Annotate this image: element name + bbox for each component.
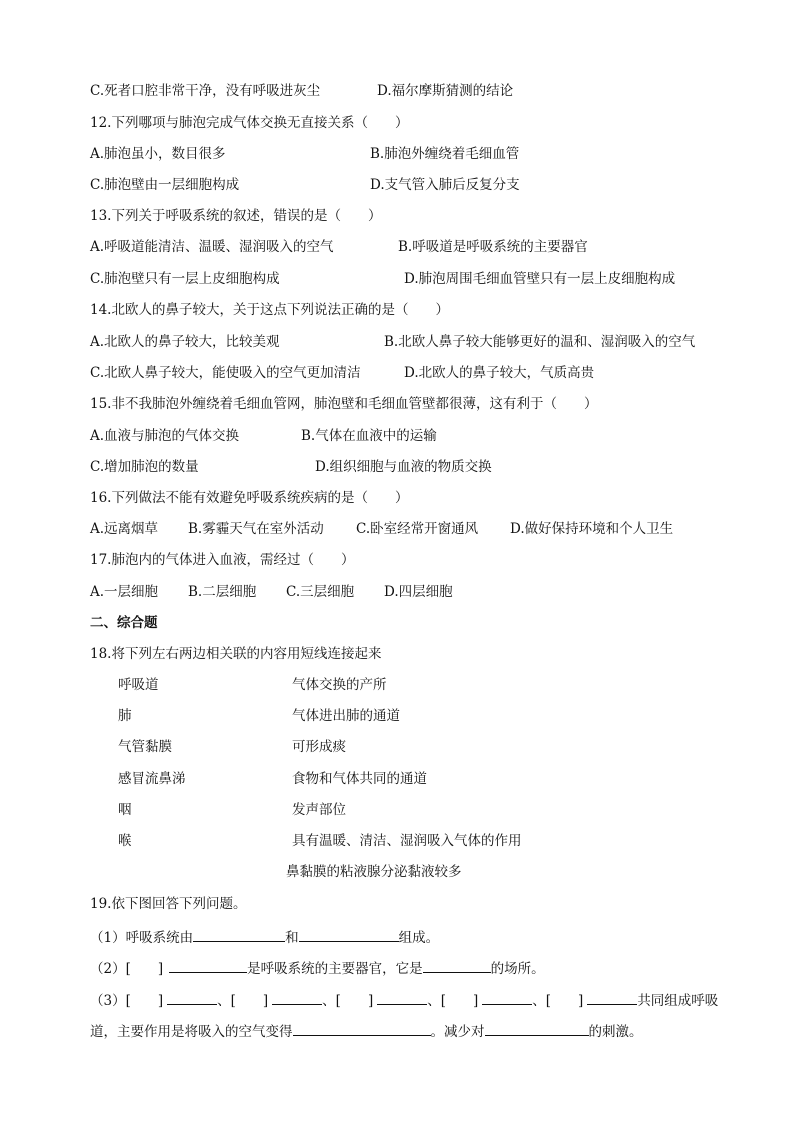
option-d: D.四层细胞 bbox=[384, 584, 453, 600]
option-d: D.支气管入肺后反复分支 bbox=[370, 177, 520, 193]
text: 的场所。 bbox=[490, 961, 545, 977]
left-item: 气管黏膜 bbox=[118, 739, 172, 755]
question-stem: 14.北欧人的鼻子较大，关于这点下列说法正确的是（ ） bbox=[90, 302, 449, 318]
left-item: 呼吸道 bbox=[118, 677, 159, 693]
text: 是呼吸系统的主要器官，它是 bbox=[247, 961, 423, 977]
right-item-extra: 鼻黏膜的粘液腺分泌黏液较多 bbox=[286, 864, 462, 880]
option-a: A.北欧人的鼻子较大，比较美观 bbox=[90, 334, 280, 350]
sub-question-1 bbox=[90, 927, 439, 947]
option-b: B.雾霾天气在室外活动 bbox=[188, 521, 324, 537]
text: 。减少对 bbox=[430, 1024, 485, 1040]
option-a: A.远离烟草 bbox=[90, 521, 159, 537]
left-item: 肺 bbox=[118, 708, 132, 724]
left-item: 咽 bbox=[118, 802, 132, 818]
option-c: C.北欧人鼻子较大，能使吸入的空气更加清洁 bbox=[90, 365, 361, 381]
right-item: 食物和气体共同的通道 bbox=[292, 771, 427, 787]
left-item: 感冒流鼻涕 bbox=[118, 771, 186, 787]
right-item: 气体进出肺的通道 bbox=[292, 708, 400, 724]
answer-blank[interactable] bbox=[377, 990, 427, 1005]
answer-blank[interactable] bbox=[485, 1021, 589, 1036]
question-stem: 13.下列关于呼吸系统的叙述，错误的是（ ） bbox=[90, 208, 382, 224]
question-stem: 15.非不我肺泡外缠绕着毛细血管网，肺泡壁和毛细血管壁都很薄，这有利于（ ） bbox=[90, 396, 598, 412]
right-item: 具有温暖、清洁、湿润吸入气体的作用 bbox=[292, 833, 522, 849]
answer-blank[interactable] bbox=[193, 927, 285, 942]
text: （3）[ ] bbox=[90, 993, 164, 1009]
answer-blank[interactable] bbox=[293, 1021, 431, 1036]
option-d: D.肺泡周围毛细血管壁只有一层上皮细胞构成 bbox=[404, 271, 676, 287]
sub-question-3-cont bbox=[90, 1021, 643, 1041]
text: 、[ ] bbox=[322, 993, 374, 1009]
left-item: 喉 bbox=[118, 833, 132, 849]
question-stem: 16.下列做法不能有效避免呼吸系统疾病的是（ ） bbox=[90, 490, 409, 506]
option-d: D.福尔摩斯猜测的结论 bbox=[377, 83, 514, 99]
question-stem: 17.肺泡内的气体进入血液，需经过（ ） bbox=[90, 552, 355, 568]
option-b: B.北欧人鼻子较大能够更好的温和、湿润吸入的空气 bbox=[384, 334, 696, 350]
text: （2）[ ] bbox=[90, 961, 164, 977]
option-c: C.卧室经常开窗通风 bbox=[356, 521, 479, 537]
text: 、[ ] bbox=[532, 993, 584, 1009]
text: 、[ ] bbox=[217, 993, 269, 1009]
option-c: C.肺泡壁由一层细胞构成 bbox=[90, 177, 240, 193]
answer-blank[interactable] bbox=[587, 990, 637, 1005]
option-a: A.呼吸道能清洁、温暖、湿润吸入的空气 bbox=[90, 239, 334, 255]
right-item: 可形成痰 bbox=[292, 739, 346, 755]
option-c: C.增加肺泡的数量 bbox=[90, 459, 199, 475]
option-c: C.三层细胞 bbox=[286, 584, 355, 600]
option-b: B.呼吸道是呼吸系统的主要器官 bbox=[398, 239, 588, 255]
option-a: A.一层细胞 bbox=[90, 584, 159, 600]
option-b: B.气体在血液中的运输 bbox=[301, 428, 437, 444]
option-c: C.死者口腔非常干净，没有呼吸进灰尘 bbox=[90, 83, 321, 99]
option-b: B.二层细胞 bbox=[188, 584, 257, 600]
option-b: B.肺泡外缠绕着毛细血管 bbox=[370, 146, 520, 162]
option-c: C.肺泡壁只有一层上皮细胞构成 bbox=[90, 271, 280, 287]
answer-blank[interactable] bbox=[423, 958, 491, 973]
text: （1）呼吸系统由 bbox=[90, 930, 194, 946]
option-a: A.肺泡虽小，数目很多 bbox=[90, 146, 226, 162]
answer-blank[interactable] bbox=[482, 990, 532, 1005]
text: 组成。 bbox=[398, 930, 440, 946]
answer-blank[interactable] bbox=[169, 958, 247, 973]
right-item: 气体交换的产所 bbox=[292, 677, 387, 693]
question-stem: 19.依下图回答下列问题。 bbox=[90, 896, 247, 912]
option-d: D.组织细胞与血液的物质交换 bbox=[315, 459, 492, 475]
text: 、[ ] bbox=[427, 993, 479, 1009]
option-d: D.做好保持环境和个人卫生 bbox=[510, 521, 674, 537]
text: 和 bbox=[285, 930, 299, 946]
option-a: A.血液与肺泡的气体交换 bbox=[90, 428, 240, 444]
text: 道，主要作用是将吸入的空气变得 bbox=[90, 1024, 293, 1040]
sub-question-3 bbox=[90, 990, 718, 1010]
answer-blank[interactable] bbox=[299, 927, 399, 942]
text: 的刺激。 bbox=[588, 1024, 643, 1040]
right-item: 发声部位 bbox=[292, 802, 346, 818]
answer-blank[interactable] bbox=[167, 990, 217, 1005]
question-stem: 12.下列哪项与肺泡完成气体交换无直接关系（ ） bbox=[90, 115, 409, 131]
option-d: D.北欧人的鼻子较大，气质高贵 bbox=[404, 365, 595, 381]
section-heading: 二、综合题 bbox=[90, 615, 158, 631]
text: 共同组成呼吸 bbox=[637, 993, 719, 1009]
question-stem: 18.将下列左右两边相关联的内容用短线连接起来 bbox=[90, 646, 382, 662]
answer-blank[interactable] bbox=[272, 990, 322, 1005]
sub-question-2 bbox=[90, 958, 545, 978]
